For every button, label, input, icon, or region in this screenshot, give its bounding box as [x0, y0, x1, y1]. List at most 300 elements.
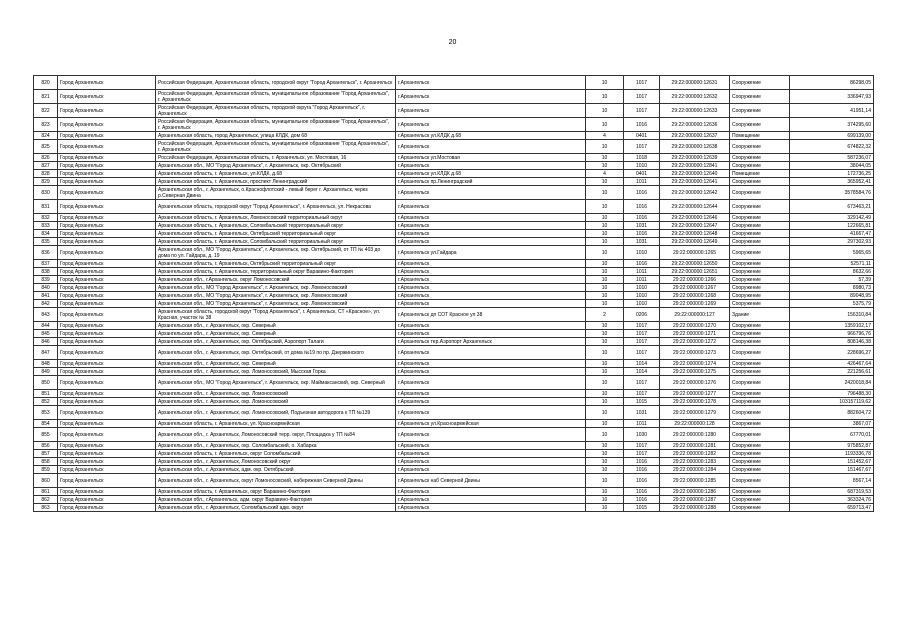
object-type-cell: Сооружение: [730, 346, 790, 360]
owner-cell: Город Архангельск: [58, 140, 156, 154]
location-cell: г.Архангельск: [396, 214, 586, 222]
location-cell: г.Архангельск: [396, 496, 586, 504]
code-b-cell: 1016: [624, 214, 660, 222]
object-type-cell: Сооружение: [730, 154, 790, 162]
owner-cell: Город Архангельск: [58, 504, 156, 512]
row-number: 839: [34, 276, 58, 284]
table-row: [34, 338, 874, 346]
table-row: [34, 214, 874, 222]
code-b-cell: 1010: [624, 246, 660, 260]
cadastral-number-cell: 29:22:000000:12650: [660, 260, 730, 268]
table-row: [34, 200, 874, 214]
code-a-cell: 10: [586, 154, 624, 162]
table-row: [34, 346, 874, 360]
address-cell: Архангельская обл., г. Архангельск, окр. Ломоносовский: [156, 390, 396, 398]
cadastral-value-cell: 52571,11: [790, 260, 874, 268]
object-type-cell: Сооружение: [730, 222, 790, 230]
table-row: [34, 132, 874, 140]
cadastral-number-cell: 29:22:000000:1286: [660, 488, 730, 496]
location-cell: г.Архангельск пр.Ленинградский: [396, 178, 586, 186]
location-cell: г.Архангельск: [396, 268, 586, 276]
object-type-cell: Помещение: [730, 170, 790, 178]
cadastral-value-cell: 374295,60: [790, 118, 874, 132]
code-b-cell: 1011: [624, 268, 660, 276]
owner-cell: Город Архангельск: [58, 230, 156, 238]
owner-cell: Город Архангельск: [58, 178, 156, 186]
cadastral-number-cell: 29:22:000000:1280: [660, 428, 730, 442]
cadastral-number-cell: 29:22:000000:12646: [660, 214, 730, 222]
code-a-cell: 10: [586, 200, 624, 214]
cadastral-value-cell: 329142,49: [790, 214, 874, 222]
cadastral-value-cell: 41667,47: [790, 230, 874, 238]
owner-cell: Город Архангельск: [58, 118, 156, 132]
owner-cell: Город Архангельск: [58, 162, 156, 170]
address-cell: Архангельская обл., г. Архангельск, Соломбальский адм. округ: [156, 504, 396, 512]
code-b-cell: 0401: [624, 132, 660, 140]
owner-cell: Город Архангельск: [58, 450, 156, 458]
code-b-cell: 1018: [624, 154, 660, 162]
object-type-cell: Сооружение: [730, 268, 790, 276]
cadastral-number-cell: 29:22:000000:1284: [660, 466, 730, 474]
owner-cell: Город Архангельск: [58, 338, 156, 346]
cadastral-value-cell: 363324,76: [790, 496, 874, 504]
object-type-cell: Сооружение: [730, 466, 790, 474]
address-cell: Архангельская область, г. Архангельск, Октябрьский территориальный округ: [156, 230, 396, 238]
table-row: [34, 368, 874, 376]
owner-cell: Город Архангельск: [58, 276, 156, 284]
object-type-cell: Сооружение: [730, 420, 790, 428]
object-type-cell: Сооружение: [730, 376, 790, 390]
location-cell: г.Архангельск: [396, 504, 586, 512]
location-cell: г.Архангельск: [396, 276, 586, 284]
cadastral-number-cell: 29:22:000000:1282: [660, 450, 730, 458]
owner-cell: Город Архангельск: [58, 104, 156, 118]
table-row: [34, 474, 874, 488]
location-cell: г.Архангельск: [396, 360, 586, 368]
row-number: 835: [34, 238, 58, 246]
cadastral-value-cell: 221256,61: [790, 368, 874, 376]
location-cell: г.Архангельск ул.КЛДК д.68: [396, 170, 586, 178]
address-cell: Архангельская обл., МО "Город Архангельск", г. Архангельск, окр. Ломоносовский: [156, 292, 396, 300]
location-cell: г.Архангельск: [396, 230, 586, 238]
address-cell: Архангельская обл., г. Архангельск, адм. окр. Октябрьский: [156, 466, 396, 474]
table-row: [34, 186, 874, 200]
table-row: [34, 230, 874, 238]
cadastral-number-cell: 29:22:000000:127: [660, 308, 730, 322]
location-cell: г.Архангельск ул.Красноармейская: [396, 420, 586, 428]
owner-cell: Город Архангельск: [58, 284, 156, 292]
code-a-cell: 10: [586, 504, 624, 512]
code-a-cell: 10: [586, 368, 624, 376]
table-row: [34, 276, 874, 284]
location-cell: г.Архангельск: [396, 200, 586, 214]
code-a-cell: 10: [586, 346, 624, 360]
object-type-cell: Сооружение: [730, 428, 790, 442]
location-cell: г.Архангельск ул.Мостовая: [396, 154, 586, 162]
location-cell: г.Архангельск: [396, 186, 586, 200]
code-a-cell: 10: [586, 428, 624, 442]
owner-cell: Город Архангельск: [58, 308, 156, 322]
object-type-cell: Помещение: [730, 132, 790, 140]
table-row: [34, 322, 874, 330]
owner-cell: Город Архангельск: [58, 360, 156, 368]
address-cell: Архангельская область, г. Архангельск, Соломбальский территориальный округ: [156, 238, 396, 246]
owner-cell: Город Архангельск: [58, 458, 156, 466]
row-number: 850: [34, 376, 58, 390]
location-cell: г.Архангельск ул.Гайдара: [396, 246, 586, 260]
object-type-cell: Сооружение: [730, 140, 790, 154]
address-cell: Архангельская обл., г. Архангельск, о.Краснофлотский - левый берег г. Архангельск, через р.Северная Двина: [156, 186, 396, 200]
location-cell: г.Архангельск: [396, 118, 586, 132]
code-a-cell: 10: [586, 474, 624, 488]
code-b-cell: 1010: [624, 292, 660, 300]
object-type-cell: Сооружение: [730, 246, 790, 260]
cadastral-number-cell: 29:22:000000:12642: [660, 186, 730, 200]
cadastral-number-cell: 29:22:000000:12641: [660, 178, 730, 186]
code-a-cell: 10: [586, 276, 624, 284]
row-number: 841: [34, 292, 58, 300]
code-a-cell: 10: [586, 230, 624, 238]
cadastral-value-cell: 5965,65: [790, 246, 874, 260]
cadastral-value-cell: 587236,07: [790, 154, 874, 162]
code-a-cell: 10: [586, 214, 624, 222]
code-b-cell: 1017: [624, 140, 660, 154]
location-cell: г.Архангельск: [396, 390, 586, 398]
code-b-cell: 1017: [624, 450, 660, 458]
location-cell: г.Архангельск: [396, 442, 586, 450]
object-type-cell: Сооружение: [730, 276, 790, 284]
code-b-cell: 1015: [624, 398, 660, 406]
code-a-cell: 10: [586, 140, 624, 154]
owner-cell: Город Архангельск: [58, 186, 156, 200]
cadastral-value-cell: 86298,05: [790, 76, 874, 90]
table-row: [34, 360, 874, 368]
object-type-cell: Сооружение: [730, 292, 790, 300]
owner-cell: Город Архангельск: [58, 260, 156, 268]
table-row: [34, 238, 874, 246]
code-a-cell: 10: [586, 488, 624, 496]
location-cell: г.Архангельск: [396, 428, 586, 442]
code-a-cell: 2: [586, 308, 624, 322]
location-cell: г.Архангельск: [396, 284, 586, 292]
table-row: [34, 90, 874, 104]
cadastral-number-cell: 29:22:000000:1269: [660, 300, 730, 308]
code-b-cell: 0206: [624, 308, 660, 322]
code-b-cell: 1017: [624, 76, 660, 90]
location-cell: г.Архангельск: [396, 90, 586, 104]
cadastral-value-cell: 674822,32: [790, 140, 874, 154]
owner-cell: Город Архангельск: [58, 406, 156, 420]
table-row: [34, 76, 874, 90]
code-a-cell: 10: [586, 420, 624, 428]
location-cell: г.Архангельск: [396, 300, 586, 308]
row-number: 823: [34, 118, 58, 132]
row-number: 827: [34, 162, 58, 170]
table-row: [34, 406, 874, 420]
object-type-cell: Сооружение: [730, 390, 790, 398]
cadastral-value-cell: 3578584,76: [790, 186, 874, 200]
address-cell: Архангельская область, г. Архангельск, Октябрьский территориальный округ: [156, 260, 396, 268]
address-cell: Архангельская обл., г. Архангельск, окр. Соломбальский, о. Хабарка: [156, 442, 396, 450]
row-number: 856: [34, 442, 58, 450]
object-type-cell: Сооружение: [730, 118, 790, 132]
object-type-cell: Сооружение: [730, 406, 790, 420]
location-cell: г.Архангельск: [396, 368, 586, 376]
address-cell: Архангельская обл., МО "Город Архангельск", г. Архангельск, окр. Ломоносовский: [156, 284, 396, 292]
owner-cell: Город Архангельск: [58, 420, 156, 428]
table-row: [34, 268, 874, 276]
cadastral-value-cell: 57,39: [790, 276, 874, 284]
location-cell: г.Архангельск тер.Аэропорт Архангельск: [396, 338, 586, 346]
row-number: 822: [34, 104, 58, 118]
cadastral-number-cell: 29:22:000000:12636: [660, 118, 730, 132]
row-number: 859: [34, 466, 58, 474]
object-type-cell: Сооружение: [730, 230, 790, 238]
code-a-cell: 10: [586, 268, 624, 276]
cadastral-number-cell: 29:22:000000:12841: [660, 162, 730, 170]
cadastral-number-cell: 29:22:000000:1273: [660, 346, 730, 360]
cadastral-number-cell: 29:22:000000:1285: [660, 474, 730, 488]
code-a-cell: 10: [586, 360, 624, 368]
owner-cell: Город Архангельск: [58, 200, 156, 214]
code-a-cell: 10: [586, 284, 624, 292]
owner-cell: Город Архангельск: [58, 300, 156, 308]
cadastral-number-cell: 29:22:000000:12647: [660, 222, 730, 230]
table-row: [34, 284, 874, 292]
object-type-cell: Сооружение: [730, 284, 790, 292]
object-type-cell: Сооружение: [730, 496, 790, 504]
code-b-cell: 1016: [624, 230, 660, 238]
address-cell: Архангельская область, г. Архангельск, территориальный округ Варавино-Фактория: [156, 268, 396, 276]
table-row: [34, 118, 874, 132]
table-row: [34, 170, 874, 178]
table-row: [34, 104, 874, 118]
object-type-cell: Сооружение: [730, 450, 790, 458]
code-b-cell: 1016: [624, 488, 660, 496]
row-number: 851: [34, 390, 58, 398]
address-cell: Российская Федерация, Архангельская область, городской округа "Город Архангельск", г. Архангельск: [156, 104, 396, 118]
row-number: 831: [34, 200, 58, 214]
row-number: 825: [34, 140, 58, 154]
cadastral-number-cell: 29:22:000000:1279: [660, 406, 730, 420]
cadastral-number-cell: 29:22:000000:12639: [660, 154, 730, 162]
cadastral-value-cell: 8567,14: [790, 474, 874, 488]
cadastral-value-cell: 151467,67: [790, 466, 874, 474]
object-type-cell: Здание: [730, 308, 790, 322]
code-b-cell: 1017: [624, 338, 660, 346]
location-cell: г.Архангельск: [396, 450, 586, 458]
code-a-cell: 10: [586, 330, 624, 338]
location-cell: г.Архангельск: [396, 162, 586, 170]
cadastral-number-cell: 29:22:000000:1281: [660, 442, 730, 450]
row-number: 830: [34, 186, 58, 200]
location-cell: г.Архангельск: [396, 292, 586, 300]
table-row: [34, 292, 874, 300]
address-cell: Российская Федерация, Архангельская область, муниципальное образование "Город Архангельск", г. Архангельск: [156, 90, 396, 104]
object-type-cell: Сооружение: [730, 260, 790, 268]
owner-cell: Город Архангельск: [58, 292, 156, 300]
page-number: 20: [448, 39, 457, 46]
code-b-cell: 1017: [624, 104, 660, 118]
address-cell: Архангельская область, г. Архангельск, ул.КЛДК, д.68: [156, 170, 396, 178]
table-row: [34, 222, 874, 230]
row-number: 846: [34, 338, 58, 346]
cadastral-value-cell: 1193336,78: [790, 450, 874, 458]
cadastral-value-cell: 796488,30: [790, 390, 874, 398]
address-cell: Архангельская обл., г. Архангельск, Ломоносовский терр. округ, Площадка у ТП №84: [156, 428, 396, 442]
location-cell: г.Архангельск: [396, 330, 586, 338]
table-row: [34, 504, 874, 512]
code-a-cell: 10: [586, 406, 624, 420]
table-row: [34, 450, 874, 458]
code-b-cell: 1010: [624, 162, 660, 170]
object-type-cell: Сооружение: [730, 504, 790, 512]
owner-cell: Город Архангельск: [58, 170, 156, 178]
cadastral-number-cell: 29:22:000000:12637: [660, 132, 730, 140]
cadastral-value-cell: 659713,47: [790, 504, 874, 512]
table-row: [34, 442, 874, 450]
code-a-cell: 10: [586, 322, 624, 330]
code-a-cell: 10: [586, 118, 624, 132]
table-row: [34, 308, 874, 322]
row-number: 832: [34, 214, 58, 222]
code-b-cell: 1011: [624, 420, 660, 428]
location-cell: г.Архангельск: [396, 222, 586, 230]
address-cell: Архангельская обл., МО "Город Архангельск", г. Архангельск, окр. Октябрьский: [156, 162, 396, 170]
code-a-cell: 4: [586, 132, 624, 140]
code-b-cell: 1015: [624, 504, 660, 512]
location-cell: г.Архангельск: [396, 398, 586, 406]
owner-cell: Город Архангельск: [58, 132, 156, 140]
code-a-cell: 10: [586, 104, 624, 118]
row-number: 826: [34, 154, 58, 162]
table-row: [34, 488, 874, 496]
cadastral-number-cell: 29:22:000000:12651: [660, 268, 730, 276]
location-cell: г.Архангельск: [396, 76, 586, 90]
code-b-cell: 1014: [624, 360, 660, 368]
location-cell: г.Архангельск: [396, 488, 586, 496]
location-cell: г.Архангельск наб Северной Двины: [396, 474, 586, 488]
cadastral-number-cell: 29:22:000000:1287: [660, 496, 730, 504]
code-b-cell: 1016: [624, 466, 660, 474]
cadastral-number-cell: 29:22:000000:1278: [660, 398, 730, 406]
cadastral-number-cell: 29:22:000000:1274: [660, 360, 730, 368]
row-number: 854: [34, 420, 58, 428]
code-a-cell: 10: [586, 246, 624, 260]
code-a-cell: 10: [586, 186, 624, 200]
cadastral-value-cell: 8980,73: [790, 284, 874, 292]
cadastral-number-cell: 29:22:000000:12633: [660, 104, 730, 118]
table-row: [34, 140, 874, 154]
row-number: 844: [34, 322, 58, 330]
cadastral-value-cell: 673463,21: [790, 200, 874, 214]
row-number: 860: [34, 474, 58, 488]
code-b-cell: 1017: [624, 322, 660, 330]
owner-cell: Город Архангельск: [58, 346, 156, 360]
table-row: [34, 162, 874, 170]
row-number: 847: [34, 346, 58, 360]
row-number: 849: [34, 368, 58, 376]
address-cell: Архангельская обл., г.Архангельск, адм. округ Варавино-Фактория: [156, 496, 396, 504]
object-type-cell: Сооружение: [730, 90, 790, 104]
address-cell: Архангельская область, г. Архангельск, Ломоносовский территориальный округ: [156, 214, 396, 222]
address-cell: Российская Федерация, Архангельская область, муниципальное образование "Город Архангельск", г. Архангельск: [156, 140, 396, 154]
location-cell: г.Архангельск дп СОТ Красное ул 38: [396, 308, 586, 322]
table-row: [34, 246, 874, 260]
address-cell: Архангельская область, г. Архангельск, Соломбальский территориальный округ: [156, 222, 396, 230]
table-row: [34, 466, 874, 474]
object-type-cell: Сооружение: [730, 162, 790, 170]
code-b-cell: 1017: [624, 390, 660, 398]
cadastral-number-cell: 29:22:000000:1275: [660, 368, 730, 376]
address-cell: Архангельская обл., г. Архангельск, окр. Северный: [156, 330, 396, 338]
object-type-cell: Сооружение: [730, 214, 790, 222]
object-type-cell: Сооружение: [730, 442, 790, 450]
cadastral-value-cell: 67770,01: [790, 428, 874, 442]
cadastral-number-cell: 29:22:000000:1277: [660, 390, 730, 398]
cadastral-value-cell: 172736,25: [790, 170, 874, 178]
cadastral-value-cell: 122665,81: [790, 222, 874, 230]
code-a-cell: 10: [586, 458, 624, 466]
owner-cell: Город Архангельск: [58, 488, 156, 496]
code-b-cell: 1017: [624, 376, 660, 390]
cadastral-number-cell: 29:22:000000:12631: [660, 76, 730, 90]
location-cell: г.Архангельск: [396, 466, 586, 474]
cadastral-value-cell: 2420018,84: [790, 376, 874, 390]
address-cell: Архангельская обл., г. Архангельск, окр. Ломоносовский, Мысская Горка: [156, 368, 396, 376]
row-number: 824: [34, 132, 58, 140]
row-number: 858: [34, 458, 58, 466]
row-number: 857: [34, 450, 58, 458]
code-a-cell: 10: [586, 260, 624, 268]
code-a-cell: 10: [586, 178, 624, 186]
code-a-cell: 10: [586, 90, 624, 104]
object-type-cell: Сооружение: [730, 200, 790, 214]
owner-cell: Город Архангельск: [58, 222, 156, 230]
owner-cell: Город Архангельск: [58, 496, 156, 504]
code-b-cell: 1010: [624, 284, 660, 292]
cadastral-number-cell: 29:22:000000:1266: [660, 276, 730, 284]
code-b-cell: 1011: [624, 178, 660, 186]
address-cell: Архангельская обл., г. Архангельск, округ Ломоносовский, набережная Северной Двины: [156, 474, 396, 488]
code-b-cell: 1017: [624, 90, 660, 104]
table-row: [34, 178, 874, 186]
code-b-cell: 1016: [624, 118, 660, 132]
object-type-cell: Сооружение: [730, 474, 790, 488]
row-number: 820: [34, 76, 58, 90]
code-a-cell: 10: [586, 398, 624, 406]
property-registry-table: [33, 75, 874, 512]
owner-cell: Город Архангельск: [58, 238, 156, 246]
cadastral-value-cell: 156310,84: [790, 308, 874, 322]
cadastral-value-cell: 808146,38: [790, 338, 874, 346]
location-cell: г.Архангельск: [396, 322, 586, 330]
row-number: 848: [34, 360, 58, 368]
owner-cell: Город Архангельск: [58, 90, 156, 104]
address-cell: Архангельская обл., г.Архангельск, округ Ломоносовский: [156, 276, 396, 284]
row-number: 828: [34, 170, 58, 178]
object-type-cell: Сооружение: [730, 322, 790, 330]
object-type-cell: Сооружение: [730, 368, 790, 376]
object-type-cell: Сооружение: [730, 76, 790, 90]
code-b-cell: 1017: [624, 330, 660, 338]
code-a-cell: 10: [586, 222, 624, 230]
address-cell: Архангельская обл., г. Архангельск, окр. Октябрьский, от дома №19 по пр. Дзержинского: [156, 346, 396, 360]
cadastral-value-cell: 5375,79: [790, 300, 874, 308]
row-number: 838: [34, 268, 58, 276]
code-a-cell: 10: [586, 466, 624, 474]
owner-cell: Город Архангельск: [58, 154, 156, 162]
